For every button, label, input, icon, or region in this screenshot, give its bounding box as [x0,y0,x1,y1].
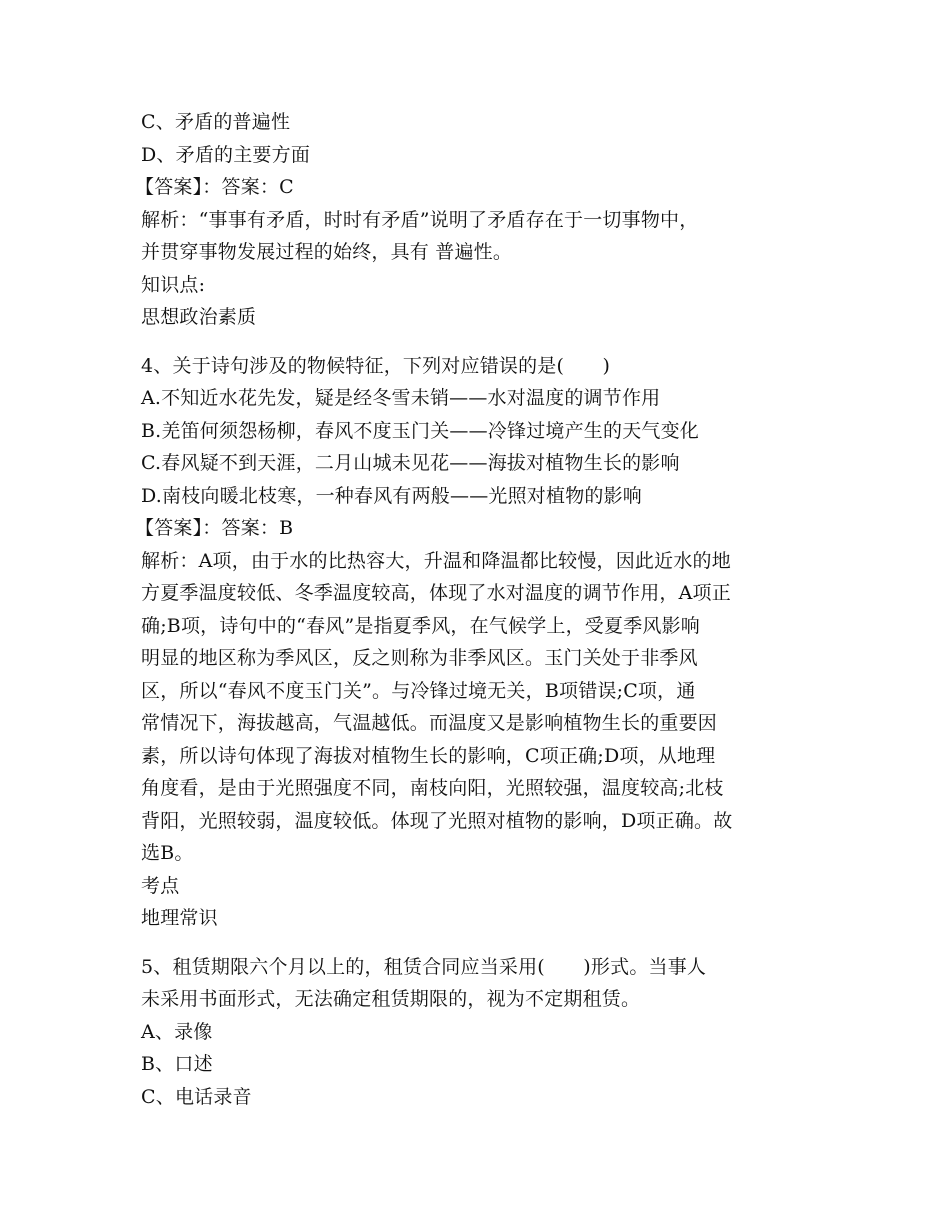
page-content [135,106,813,1113]
option-d: D、矛盾的主要方面 [141,143,311,166]
option-b: B、口述 [141,1053,213,1075]
option-d: D.南枝向暖北枝寒，一种春风有两般——光照对植物的影响 [141,484,642,507]
analysis-line: 明显的地区称为季风区，反之则称为非季风区。玉门关处于非季风 [141,647,698,669]
option-a: A.不知近水花先发，疑是经冬雪未销——水对温度的调节作用 [141,387,661,409]
analysis-line: 背阳，光照较弱，温度较低。体现了光照对植物的影响，D项正确。故 [141,809,733,832]
question-text: 5、租赁期限六个月以上的，租赁合同应当采用( )形式。当事人 [141,955,707,978]
spacer [141,935,813,951]
spacer [141,334,813,350]
question-3-continued [135,106,813,334]
analysis-line: 素，所以诗句体现了海拔对植物生长的影响，C项正确;D项，从地理 [141,744,716,767]
option-a: A、录像 [141,1020,213,1043]
knowledge-label: 知识点: [141,273,206,296]
option-c: C、电话录音 [141,1085,252,1108]
answer-line: 【答案】：答案：C [135,176,294,198]
exam-point-label: 考点 [141,874,180,897]
question-text: 4、关于诗句涉及的物候特征，下列对应错误的是( ) [141,354,611,377]
analysis-line: 并贯穿事物发展过程的始终，具有 普遍性。 [141,241,513,263]
analysis-line: 解析：“事事有矛盾，时时有矛盾”说明了矛盾存在于一切事物中， [141,208,699,231]
option-c: C.春风疑不到天涯，二月山城未见花——海拔对植物生长的影响 [141,452,680,474]
question-text: 未采用书面形式，无法确定租赁期限的，视为不定期租赁。 [141,988,641,1010]
question-4 [135,350,813,935]
analysis-line: 区，所以“春风不度玉门关”。与冷锋过境无关，B项错误;C项，通 [141,679,696,702]
analysis-line: 角度看，是由于光照强度不同，南枝向阳，光照较强，温度较高;北枝 [141,777,724,799]
analysis-line: 解析：A项，由于水的比热容大，升温和降温都比较慢，因此近水的地 [141,549,731,572]
analysis-line: 方夏季温度较低、冬季温度较高，体现了水对温度的调节作用，A项正 [141,582,731,604]
exam-point-value: 地理常识 [141,907,218,929]
analysis-line: 选B。 [141,842,194,864]
analysis-line: 确;B项，诗句中的“春风”是指夏季风，在气候学上，受夏季风影响 [141,614,700,637]
analysis-line: 常情况下，海拔越高，气温越低。而温度又是影响植物生长的重要因 [141,712,718,734]
knowledge-value: 思想政治素质 [141,306,257,328]
option-b: B.羌笛何须怨杨柳，春风不度玉门关——冷锋过境产生的天气变化 [141,419,700,442]
answer-line: 【答案】：答案：B [135,517,294,539]
option-c: C、矛盾的普遍性 [141,111,291,133]
question-5 [141,951,813,1114]
